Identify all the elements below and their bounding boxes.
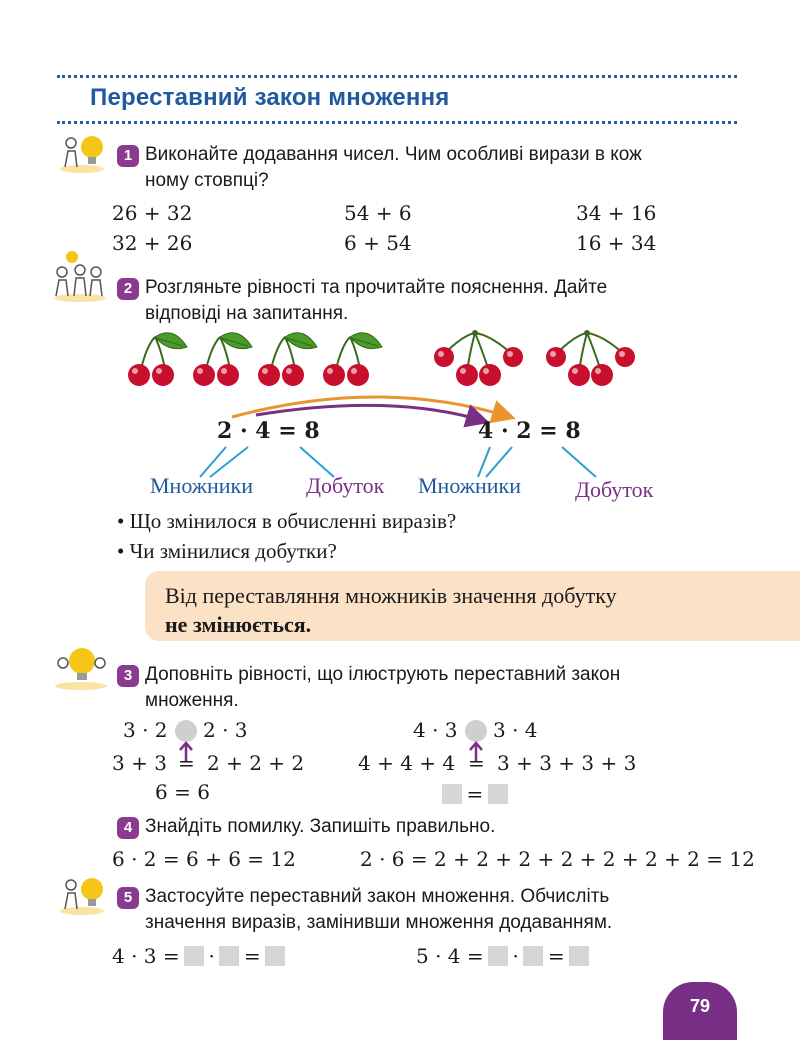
bottom-dotted-rule	[57, 121, 737, 124]
task1-expr: 32 + 26	[112, 231, 193, 255]
t3-left-mid-a: 3 + 3	[112, 751, 167, 775]
t5-left-start: 4 · 3 =	[112, 944, 180, 968]
answer-blank[interactable]	[523, 946, 543, 966]
cherry-pair	[323, 333, 382, 386]
question-bullet: • Чи змінилися добутки?	[117, 539, 337, 563]
question-bullet: • Що змінилося в обчисленні виразів?	[117, 509, 457, 533]
question-text: Що змінилося в обчисленні виразів?	[129, 509, 457, 533]
answer-blank[interactable]	[569, 946, 589, 966]
equation-left: 2 · 4 = 8	[217, 418, 320, 444]
equation-right: 4 · 2 = 8	[478, 418, 581, 444]
t3-right-top-b: 3 · 4	[493, 718, 538, 742]
top-dotted-rule	[57, 75, 737, 78]
task3-line1: Доповніть рівності, що ілюструють переставний закон	[145, 664, 621, 685]
t5-eq: =	[243, 944, 261, 968]
t5-dot: ·	[512, 944, 519, 968]
task1-expr: 26 + 32	[112, 201, 193, 225]
answer-blank[interactable]	[219, 946, 239, 966]
task4-instruction: Знайдіть помилку. Запишіть правильно.	[145, 816, 496, 837]
page-number: 79	[663, 982, 737, 1040]
task5-instruction	[145, 884, 737, 936]
label-product: Добуток	[575, 477, 654, 502]
t3-right-top-a: 4 · 3	[413, 718, 458, 742]
task1-expr: 54 + 6	[344, 201, 412, 225]
label-product: Добуток	[306, 473, 385, 498]
task1-line2: ному стовпці?	[145, 170, 269, 191]
t4-expr-left: 6 · 2 = 6 + 6 = 12	[112, 847, 296, 871]
lightbulb-thinking-icon	[57, 133, 107, 173]
task2-line1: Розгляньте рівності та прочитайте пояснення. Дайте	[145, 277, 608, 298]
t4-expr-right: 2 · 6 = 2 + 2 + 2 + 2 + 2 + 2 + 2 = 12	[360, 847, 755, 871]
group-discussion-icon	[50, 250, 110, 302]
answer-blank[interactable]	[488, 946, 508, 966]
task2-instruction	[145, 275, 737, 327]
task1-expr: 16 + 34	[576, 231, 657, 255]
cherry-pair	[128, 333, 187, 386]
cherry-pair	[258, 333, 317, 386]
task1-instruction	[145, 142, 737, 194]
task3-line2: множення.	[145, 690, 239, 711]
task3-instruction	[145, 662, 737, 714]
cherry-bunch	[546, 330, 635, 386]
section-title: Переставний закон множення	[90, 84, 450, 111]
label-factors: Множники	[150, 473, 253, 498]
t3-right-mid-eq: =	[468, 751, 485, 775]
t5-dot: ·	[208, 944, 215, 968]
task-number-badge: 4	[117, 817, 139, 839]
t3-left-mid-b: 2 + 2 + 2	[207, 751, 305, 775]
t5-right-start: 5 · 4 =	[416, 944, 484, 968]
t5-right-expression	[416, 944, 589, 968]
answer-blank[interactable]	[184, 946, 204, 966]
t5-eq: =	[547, 944, 565, 968]
task5-line1: Застосуйте переставний закон множення. Обчисліть	[145, 886, 610, 907]
cherries-illustration	[115, 325, 645, 390]
answer-blank[interactable]	[265, 946, 285, 966]
answer-blank[interactable]	[442, 784, 462, 804]
answer-circle-blank[interactable]	[175, 720, 197, 742]
task1-line1: Виконайте додавання чисел. Чим особливі вирази в кож	[145, 144, 642, 165]
orange-swap-arrow	[232, 397, 510, 417]
task1-expr: 6 + 54	[344, 231, 412, 255]
task-number-badge: 2	[117, 278, 139, 300]
task-number-badge: 3	[117, 665, 139, 687]
t3-left-top-a: 3 · 2	[123, 718, 168, 742]
cherry-bunch	[434, 330, 523, 386]
t3-left-bottom: 6 = 6	[155, 780, 210, 804]
rule-line2: не змінюється.	[165, 612, 312, 637]
t5-left-expression	[112, 944, 285, 968]
task1-expr: 34 + 16	[576, 201, 657, 225]
task5-line2: значення виразів, замінивши множення додаванням.	[145, 912, 613, 933]
label-factors: Множники	[418, 473, 521, 498]
answer-blank[interactable]	[488, 784, 508, 804]
question-text: Чи змінилися добутки?	[129, 539, 337, 563]
task-number-badge: 1	[117, 145, 139, 167]
task-number-badge: 5	[117, 887, 139, 909]
t3-right-mid-b: 3 + 3 + 3 + 3	[497, 751, 637, 775]
t3-left-mid-eq: =	[178, 751, 195, 775]
t3-left-top-b: 2 · 3	[203, 718, 248, 742]
answer-circle-blank[interactable]	[465, 720, 487, 742]
rule-line1: Від переставляння множників значення добутку	[165, 583, 617, 608]
t3-right-mid-a: 4 + 4 + 4	[358, 751, 456, 775]
lightbulb-thinking-icon	[57, 875, 107, 915]
t3-right-bottom-eq: =	[466, 782, 484, 806]
task2-line2: відповіді на запитання.	[145, 303, 349, 324]
cherry-pair	[193, 333, 252, 386]
t3-right-bottom	[442, 782, 508, 806]
lightbulb-thinking-icon	[52, 645, 110, 691]
